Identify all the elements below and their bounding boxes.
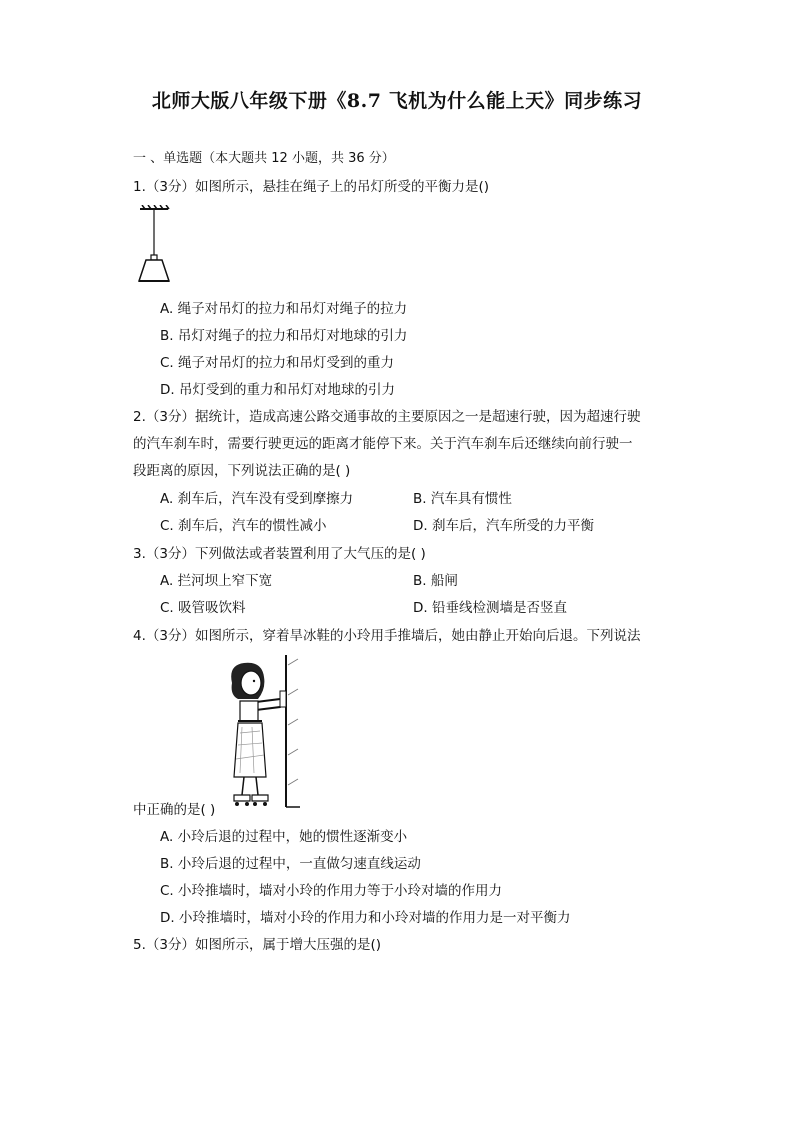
q4-option-d: D. 小玲推墙时，墙对小玲的作用力和小玲对墙的作用力是一对平衡力	[160, 910, 571, 926]
q4-option-b: B. 小玲后退的过程中，一直做匀速直线运动	[160, 856, 421, 872]
page-title: 北师大版八年级下册《8.7 飞机为什么能上天》同步练习	[151, 90, 643, 112]
q1-option-c: C. 绳子对吊灯的拉力和吊灯受到的重力	[160, 355, 395, 371]
q2-option-a: A. 刹车后，汽车没有受到摩擦力	[160, 491, 354, 507]
q1-option-d: D. 吊灯受到的重力和吊灯对地球的引力	[160, 382, 395, 398]
question-2-stem-line-1: 2.（3分）据统计，造成高速公路交通事故的主要原因之一是超速行驶，因为超速行驶	[133, 409, 641, 425]
hanging-lamp-figure	[136, 205, 176, 287]
question-1-stem: 1.（3分）如图所示，悬挂在绳子上的吊灯所受的平衡力是()	[133, 179, 490, 195]
q3-option-c: C. 吸管吸饮料	[160, 600, 246, 616]
question-2-stem-line-2: 的汽车刹车时，需要行驶更远的距离才能停下来。关于汽车刹车后还继续向前行驶一	[133, 436, 633, 452]
q1-option-a: A. 绳子对吊灯的拉力和吊灯对绳子的拉力	[160, 301, 408, 317]
q2-option-b: B. 汽车具有惯性	[413, 491, 512, 507]
q2-option-c: C. 刹车后，汽车的惯性减小	[160, 518, 327, 534]
q1-option-b: B. 吊灯对绳子的拉力和吊灯对地球的引力	[160, 328, 408, 344]
q4-option-a: A. 小玲后退的过程中，她的惯性逐渐变小	[160, 829, 408, 845]
q2-option-d: D. 刹车后，汽车所受的力平衡	[413, 518, 594, 534]
question-2-stem-line-3: 段距离的原因，下列说法正确的是( )	[133, 463, 351, 479]
question-5-stem: 5.（3分）如图所示，属于增大压强的是()	[133, 937, 382, 953]
q3-option-b: B. 船闸	[413, 573, 458, 589]
question-3-stem: 3.（3分）下列做法或者装置利用了大气压的是( )	[133, 546, 426, 562]
question-4-stem-line-2: 中正确的是( )	[133, 802, 216, 818]
question-4-stem-line-1: 4.（3分）如图所示，穿着旱冰鞋的小玲用手推墙后，她由静止开始向后退。下列说法	[133, 628, 641, 644]
section-heading: 一 、单选题（本大题共 12 小题，共 36 分）	[133, 151, 395, 166]
girl-pushing-wall-figure	[218, 655, 302, 810]
q3-option-d: D. 铅垂线检测墙是否竖直	[413, 600, 567, 616]
q4-option-c: C. 小玲推墙时，墙对小玲的作用力等于小玲对墙的作用力	[160, 883, 503, 899]
q3-option-a: A. 拦河坝上窄下宽	[160, 573, 273, 589]
